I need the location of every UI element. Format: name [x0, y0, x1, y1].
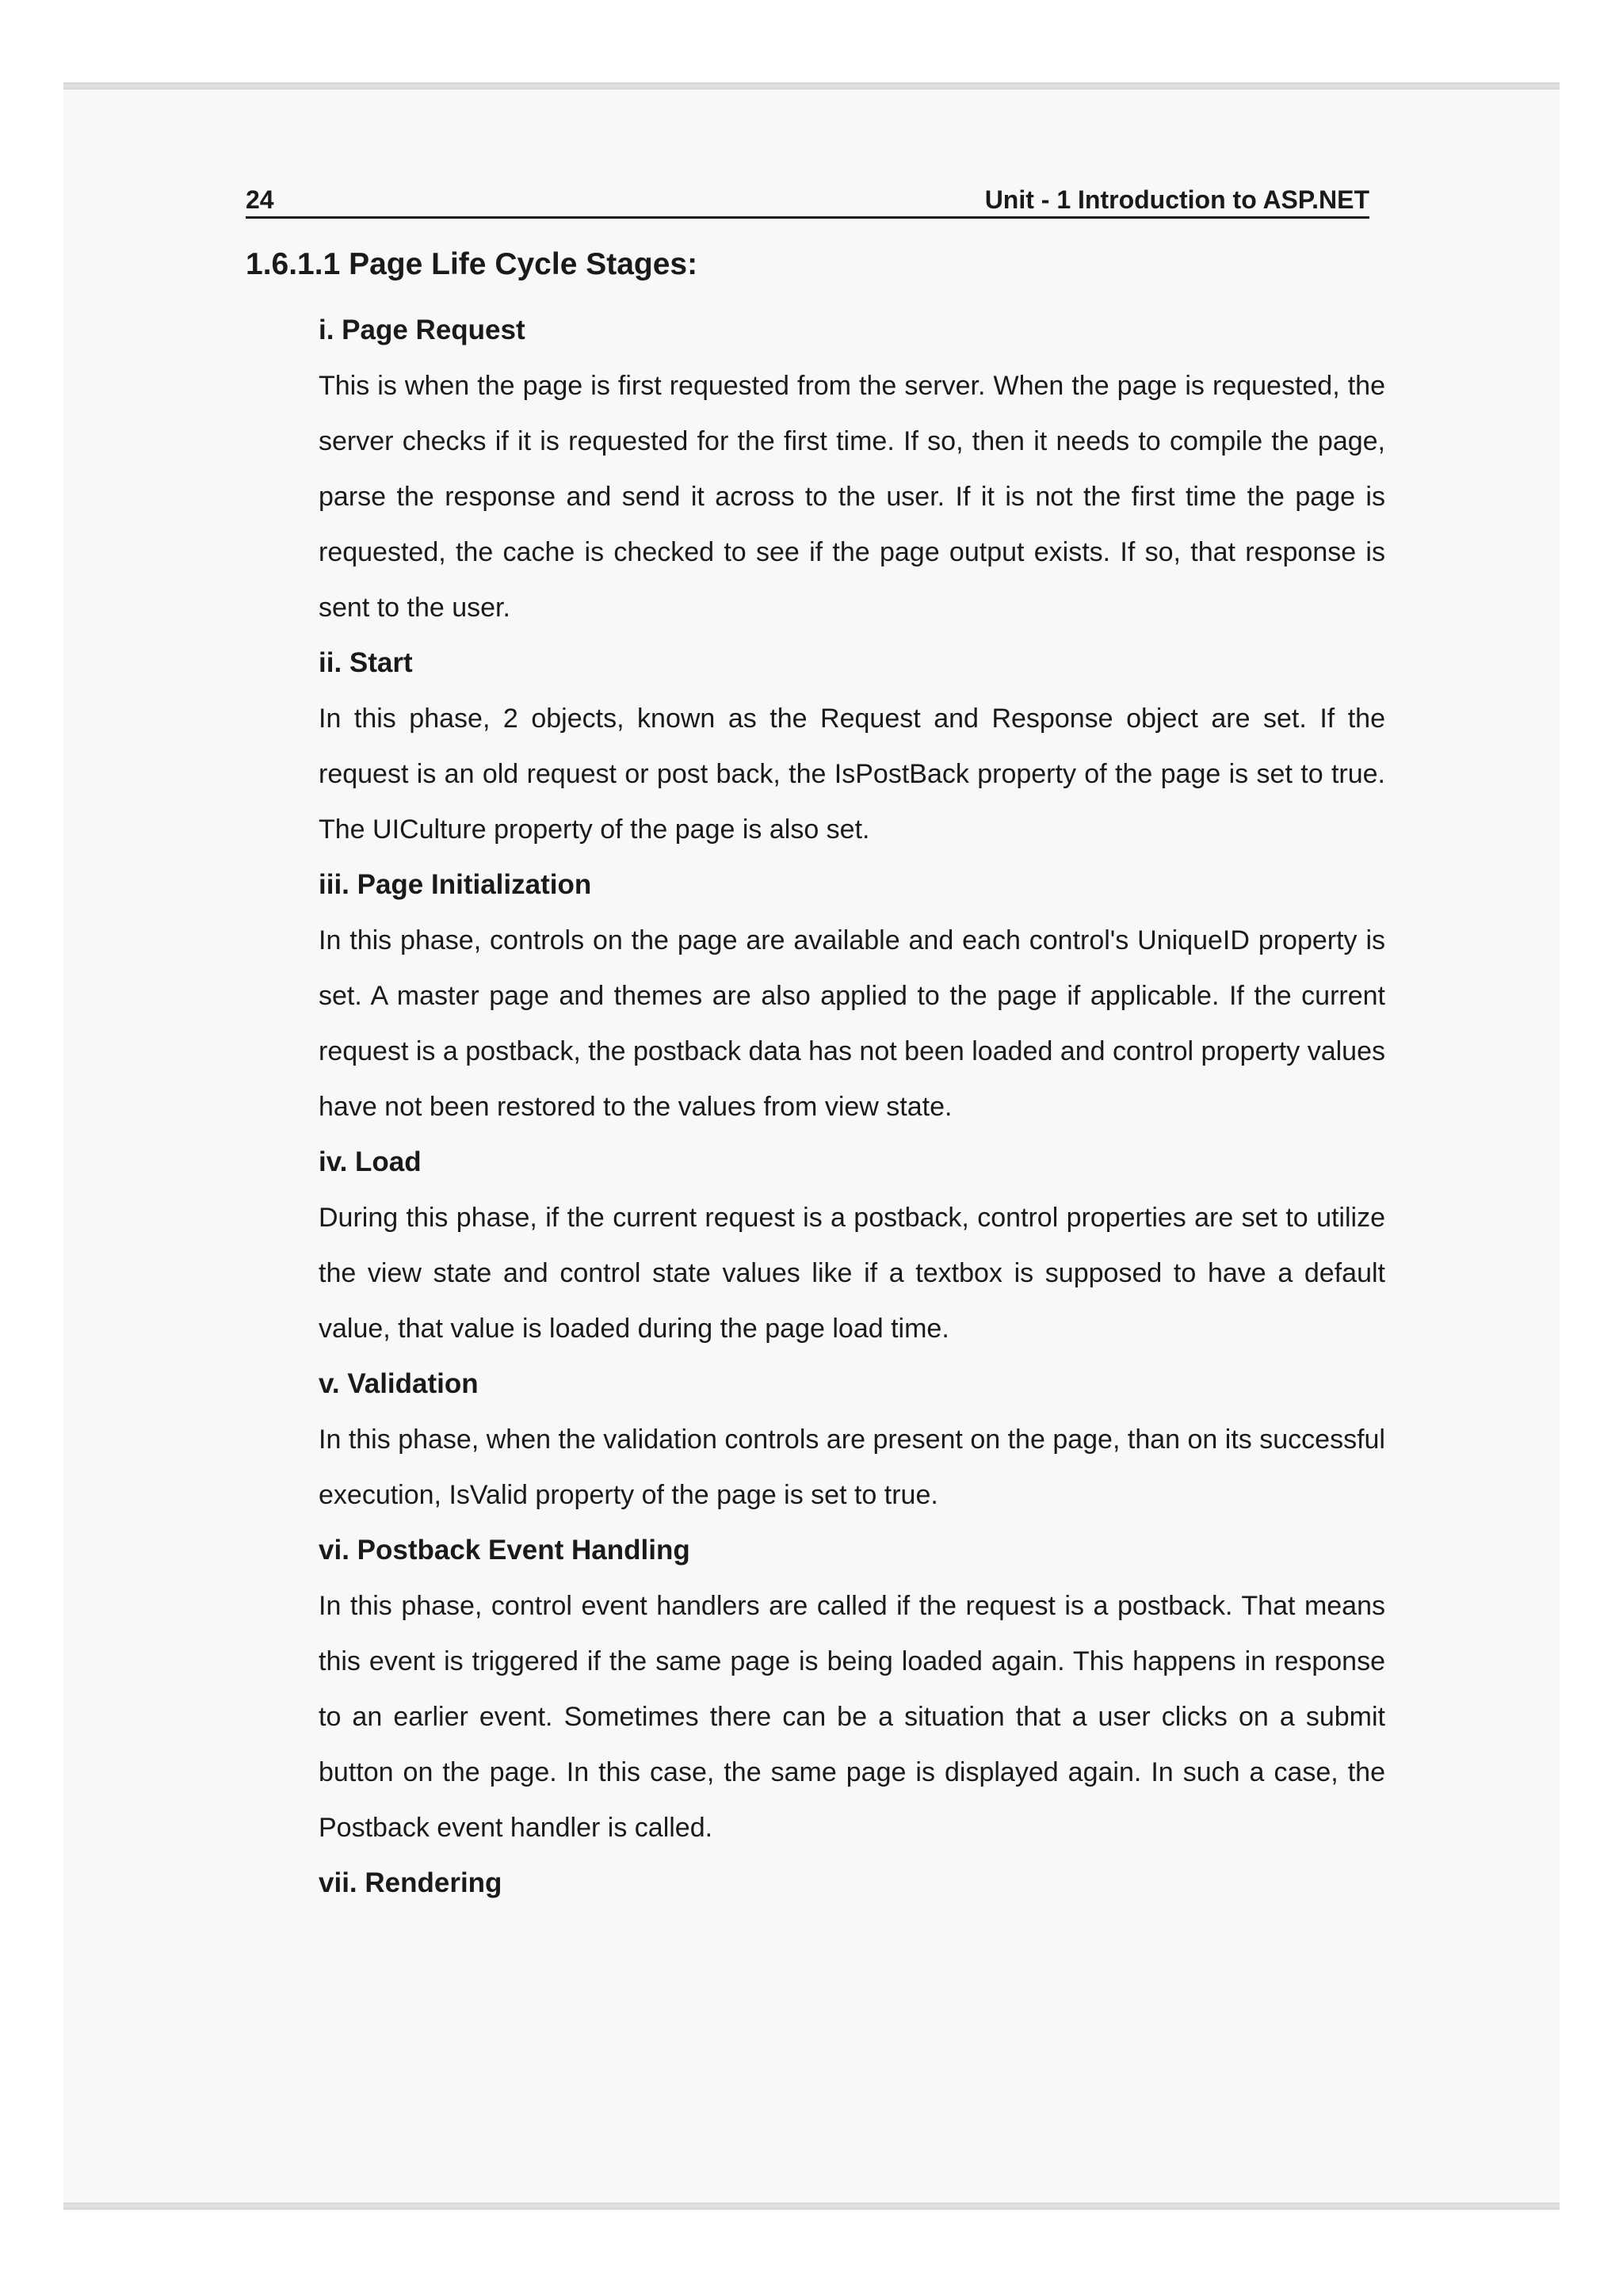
stage-heading-postback-event-handling: vi. Postback Event Handling: [319, 1535, 690, 1566]
stage-body-load: During this phase, if the current request is a postback, control properties are set to utilize the view state and control state values like if a textbox is supposed to have a default value, that value is loaded during the page load time.: [319, 1203, 1385, 1344]
bottom-rule: [63, 2203, 1560, 2210]
stage-body-page-request: This is when the page is first requested from the server. When the page is requested, the server checks if it is requested for the first time. If so, then it needs to compile the page, parse the response and send it across to the user. If it is not the first time the page is requested, the cache is checked to see if the page output exists. If so, that response is sent to the user.: [319, 371, 1385, 623]
running-header: [246, 179, 1369, 219]
stages-content: [319, 303, 1385, 1911]
stage-heading-page-initialization: iii. Page Initialization: [319, 869, 592, 900]
stage-heading-validation: v. Validation: [319, 1368, 479, 1399]
stage-body-validation: In this phase, when the validation controls are present on the page, than on its successful execution, IsValid property of the page is set to true.: [319, 1425, 1385, 1510]
stage-heading-page-request: i. Page Request: [319, 315, 525, 345]
unit-title: Unit - 1 Introduction to ASP.NET: [984, 185, 1369, 214]
stage-body-page-initialization: In this phase, controls on the page are available and each control's UniqueID property is set. A master page and themes are also applied to the page if applicable. If the current request is a postback, the postback data has not been loaded and control property values have not been restored to the values from view state.: [319, 925, 1385, 1122]
top-rule: [63, 82, 1560, 90]
stage-body-postback-event-handling: In this phase, control event handlers are called if the request is a postback. That means this event is triggered if the same page is being loaded again. This happens in response to an earlier event. Sometimes there can be a situation that a user clicks on a submit button on the page. In this case, the same page is displayed again. In such a case, the Postback event handler is called.: [319, 1591, 1385, 1843]
stage-heading-start: ii. Start: [319, 647, 413, 678]
stage-heading-load: iv. Load: [319, 1146, 422, 1177]
page-number: 24: [246, 185, 274, 214]
stage-body-start: In this phase, 2 objects, known as the Request and Response object are set. If the request is an old request or post back, the IsPostBack property of the page is set to true. The UICulture property of the page is also set.: [319, 704, 1385, 845]
section-heading: 1.6.1.1 Page Life Cycle Stages:: [246, 247, 698, 281]
stage-heading-rendering: vii. Rendering: [319, 1867, 502, 1898]
